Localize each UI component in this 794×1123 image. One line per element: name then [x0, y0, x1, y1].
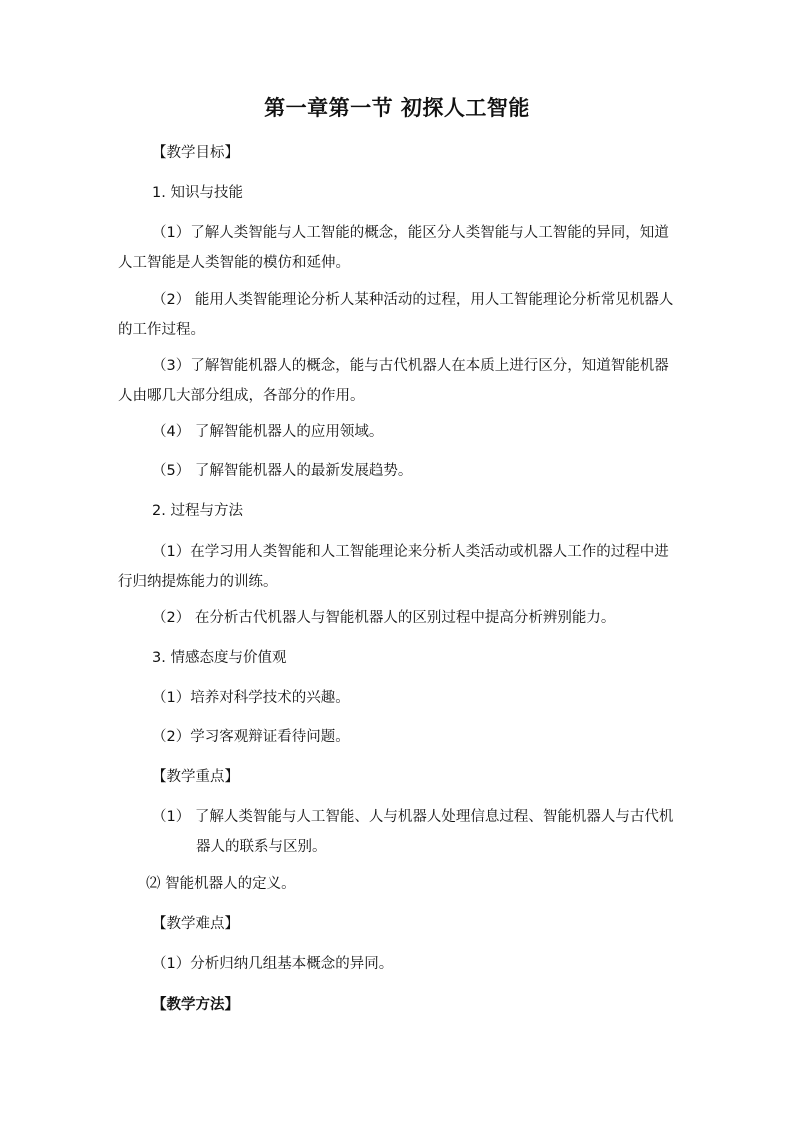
subheading-knowledge-skills: 1. 知识与技能 — [152, 185, 243, 201]
section-heading-goals: 【教学目标】 — [152, 145, 239, 161]
paragraph-process-1: （1）在学习用人类智能和人工智能理论来分析人类活动或机器人工作的过程中进行归纳提炼能力的训练。 — [118, 544, 669, 590]
paragraph-key-2: ⑵ 智能机器人的定义。 — [146, 876, 296, 892]
paragraph-knowledge-2: （2） 能用人类智能理论分析人某种活动的过程，用人工智能理论分析常见机器人的工作过程。 — [118, 292, 674, 338]
paragraph-attitude-2: （2）学习客观辩证看待问题。 — [152, 729, 350, 745]
paragraph-attitude-1: （1）培养对科学技术的兴趣。 — [152, 690, 350, 706]
paragraph-knowledge-3: （3）了解智能机器人的概念，能与古代机器人在本质上进行区分，知道智能机器人由哪几大部分组成，各部分的作用。 — [118, 358, 669, 404]
section-heading-key-points: 【教学重点】 — [152, 769, 239, 785]
paragraph-knowledge-4: （4） 了解智能机器人的应用领域。 — [152, 424, 384, 440]
page-title: 第一章第一节 初探人工智能 — [264, 95, 530, 120]
paragraph-process-2: （2） 在分析古代机器人与智能机器人的区别过程中提高分析辨别能力。 — [152, 610, 616, 626]
paragraph-knowledge-5: （5） 了解智能机器人的最新发展趋势。 — [152, 463, 413, 479]
subheading-process-method: 2. 过程与方法 — [152, 503, 243, 519]
subheading-attitude-values: 3. 情感态度与价值观 — [152, 650, 287, 666]
paragraph-difficulty-1: （1）分析归纳几组基本概念的异同。 — [152, 956, 394, 972]
paragraph-knowledge-1: （1）了解人类智能与人工智能的概念，能区分人类智能与人工智能的异同，知道人工智能是人类智能的模仿和延伸。 — [118, 225, 669, 271]
section-heading-methods: 【教学方法】 — [152, 997, 239, 1013]
paragraph-key-1: （1） 了解人类智能与人工智能、人与机器人处理信息过程、智能机器人与古代机器人的联系与区别。 — [152, 809, 674, 855]
section-heading-difficulties: 【教学难点】 — [152, 916, 239, 932]
